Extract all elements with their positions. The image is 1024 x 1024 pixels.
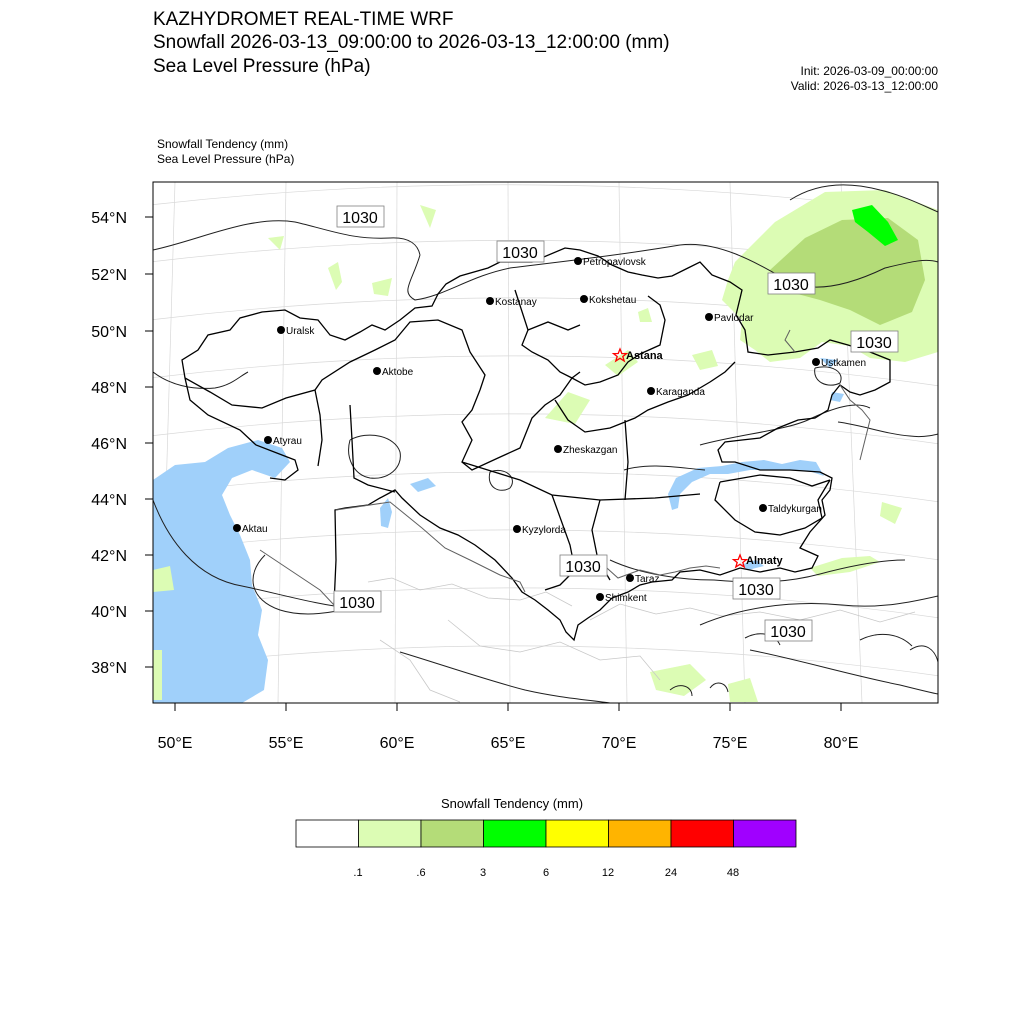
- lon-label: 70°E: [601, 735, 637, 752]
- subtitle-line1: Snowfall Tendency (mm): [157, 137, 289, 151]
- caspian-sea: [153, 440, 290, 703]
- colorbar-label: 24: [664, 867, 678, 879]
- city-label: Pavlodar: [714, 313, 754, 324]
- city-dot: [373, 367, 381, 375]
- colorbar-box: [296, 820, 359, 847]
- colorbar-box: [359, 820, 422, 847]
- city-label: Aktobe: [382, 367, 414, 378]
- colorbar-label: 6: [542, 867, 550, 879]
- city-dot: [513, 525, 521, 533]
- city-dot: [705, 313, 713, 321]
- isobar-label: 1030: [339, 595, 375, 612]
- city-dot: [812, 358, 820, 366]
- lat-labels: [91, 210, 127, 677]
- subtitle-line2: Sea Level Pressure (hPa): [157, 152, 295, 166]
- isobar-label: 1030: [856, 335, 892, 352]
- init-time: Init: 2026-03-09_00:00:00: [800, 64, 938, 78]
- city-label: Uralsk: [286, 326, 315, 337]
- lake-balkhash: [668, 460, 824, 510]
- city-label: Ustkamen: [821, 358, 867, 369]
- lon-label: 50°E: [157, 735, 193, 752]
- lat-label: 44°N: [91, 492, 127, 509]
- city-dot: [574, 257, 582, 265]
- lon-labels: [158, 735, 859, 752]
- lon-label: 80°E: [823, 735, 859, 752]
- city-label: Kokshetau: [589, 295, 637, 306]
- colorbar-title: Snowfall Tendency (mm): [440, 796, 584, 811]
- city-label: Shimkent: [605, 593, 647, 604]
- lat-label: 52°N: [91, 267, 127, 284]
- lon-label: 55°E: [268, 735, 304, 752]
- city-label: Kyzylorda: [522, 525, 566, 536]
- isobar-label: 1030: [770, 624, 806, 641]
- isobar-label: 1030: [502, 245, 538, 262]
- lat-label: 42°N: [91, 548, 127, 565]
- city-label: Zheskazgan: [563, 445, 618, 456]
- isobar-label: 1030: [738, 582, 774, 599]
- lat-label: 48°N: [91, 380, 127, 397]
- colorbar-label: .1: [353, 867, 363, 879]
- city-label: Aktau: [242, 524, 268, 535]
- city-label: Kostanay: [495, 297, 537, 308]
- city-dot: [264, 436, 272, 444]
- lon-label: 65°E: [490, 735, 526, 752]
- lat-label: 54°N: [91, 210, 127, 227]
- lat-label: 50°N: [91, 324, 127, 341]
- city-dot: [759, 504, 767, 512]
- city-dot: [233, 524, 241, 532]
- city-dot: [486, 297, 494, 305]
- colorbar-label: 12: [601, 867, 615, 879]
- lat-label: 46°N: [91, 436, 127, 453]
- city-dot: [626, 574, 634, 582]
- colorbar-box: [671, 820, 734, 847]
- city-label: Petropavlovsk: [583, 257, 646, 268]
- city-label: Atyrau: [273, 436, 302, 447]
- colorbar-label: 3: [479, 867, 487, 879]
- lon-label: 75°E: [712, 735, 748, 752]
- lat-label: 38°N: [91, 660, 127, 677]
- colorbar-box: [484, 820, 547, 847]
- city-label: Astana: [626, 350, 663, 362]
- isobar-label: 1030: [773, 277, 809, 294]
- lat-label: 40°N: [91, 604, 127, 621]
- colorbar-label: .6: [416, 867, 426, 879]
- colorbar: [296, 820, 796, 847]
- valid-time: Valid: 2026-03-13_12:00:00: [790, 79, 938, 93]
- city-label: Taraz: [635, 574, 660, 585]
- header-line3: Sea Level Pressure (hPa): [153, 56, 371, 77]
- header-line2: Snowfall 2026-03-13_09:00:00 to 2026-03-13_12:00:00 (mm): [153, 32, 670, 53]
- header-line1: KAZHYDROMET REAL-TIME WRF: [153, 9, 454, 30]
- lon-label: 60°E: [379, 735, 415, 752]
- city-dot: [580, 295, 588, 303]
- colorbar-box: [609, 820, 672, 847]
- city-dot: [596, 593, 604, 601]
- city-dot: [647, 387, 655, 395]
- isobar-label: 1030: [342, 210, 378, 227]
- colorbar-box: [546, 820, 609, 847]
- colorbar-box: [421, 820, 484, 847]
- isobar-label: 1030: [565, 559, 601, 576]
- city-dot: [277, 326, 285, 334]
- colorbar-label: 48: [726, 867, 740, 879]
- city-label: Taldykurgan: [768, 504, 822, 515]
- city-label: Almaty: [746, 555, 783, 567]
- colorbar-box: [734, 820, 797, 847]
- city-dot: [554, 445, 562, 453]
- city-label: Karaganda: [656, 387, 705, 398]
